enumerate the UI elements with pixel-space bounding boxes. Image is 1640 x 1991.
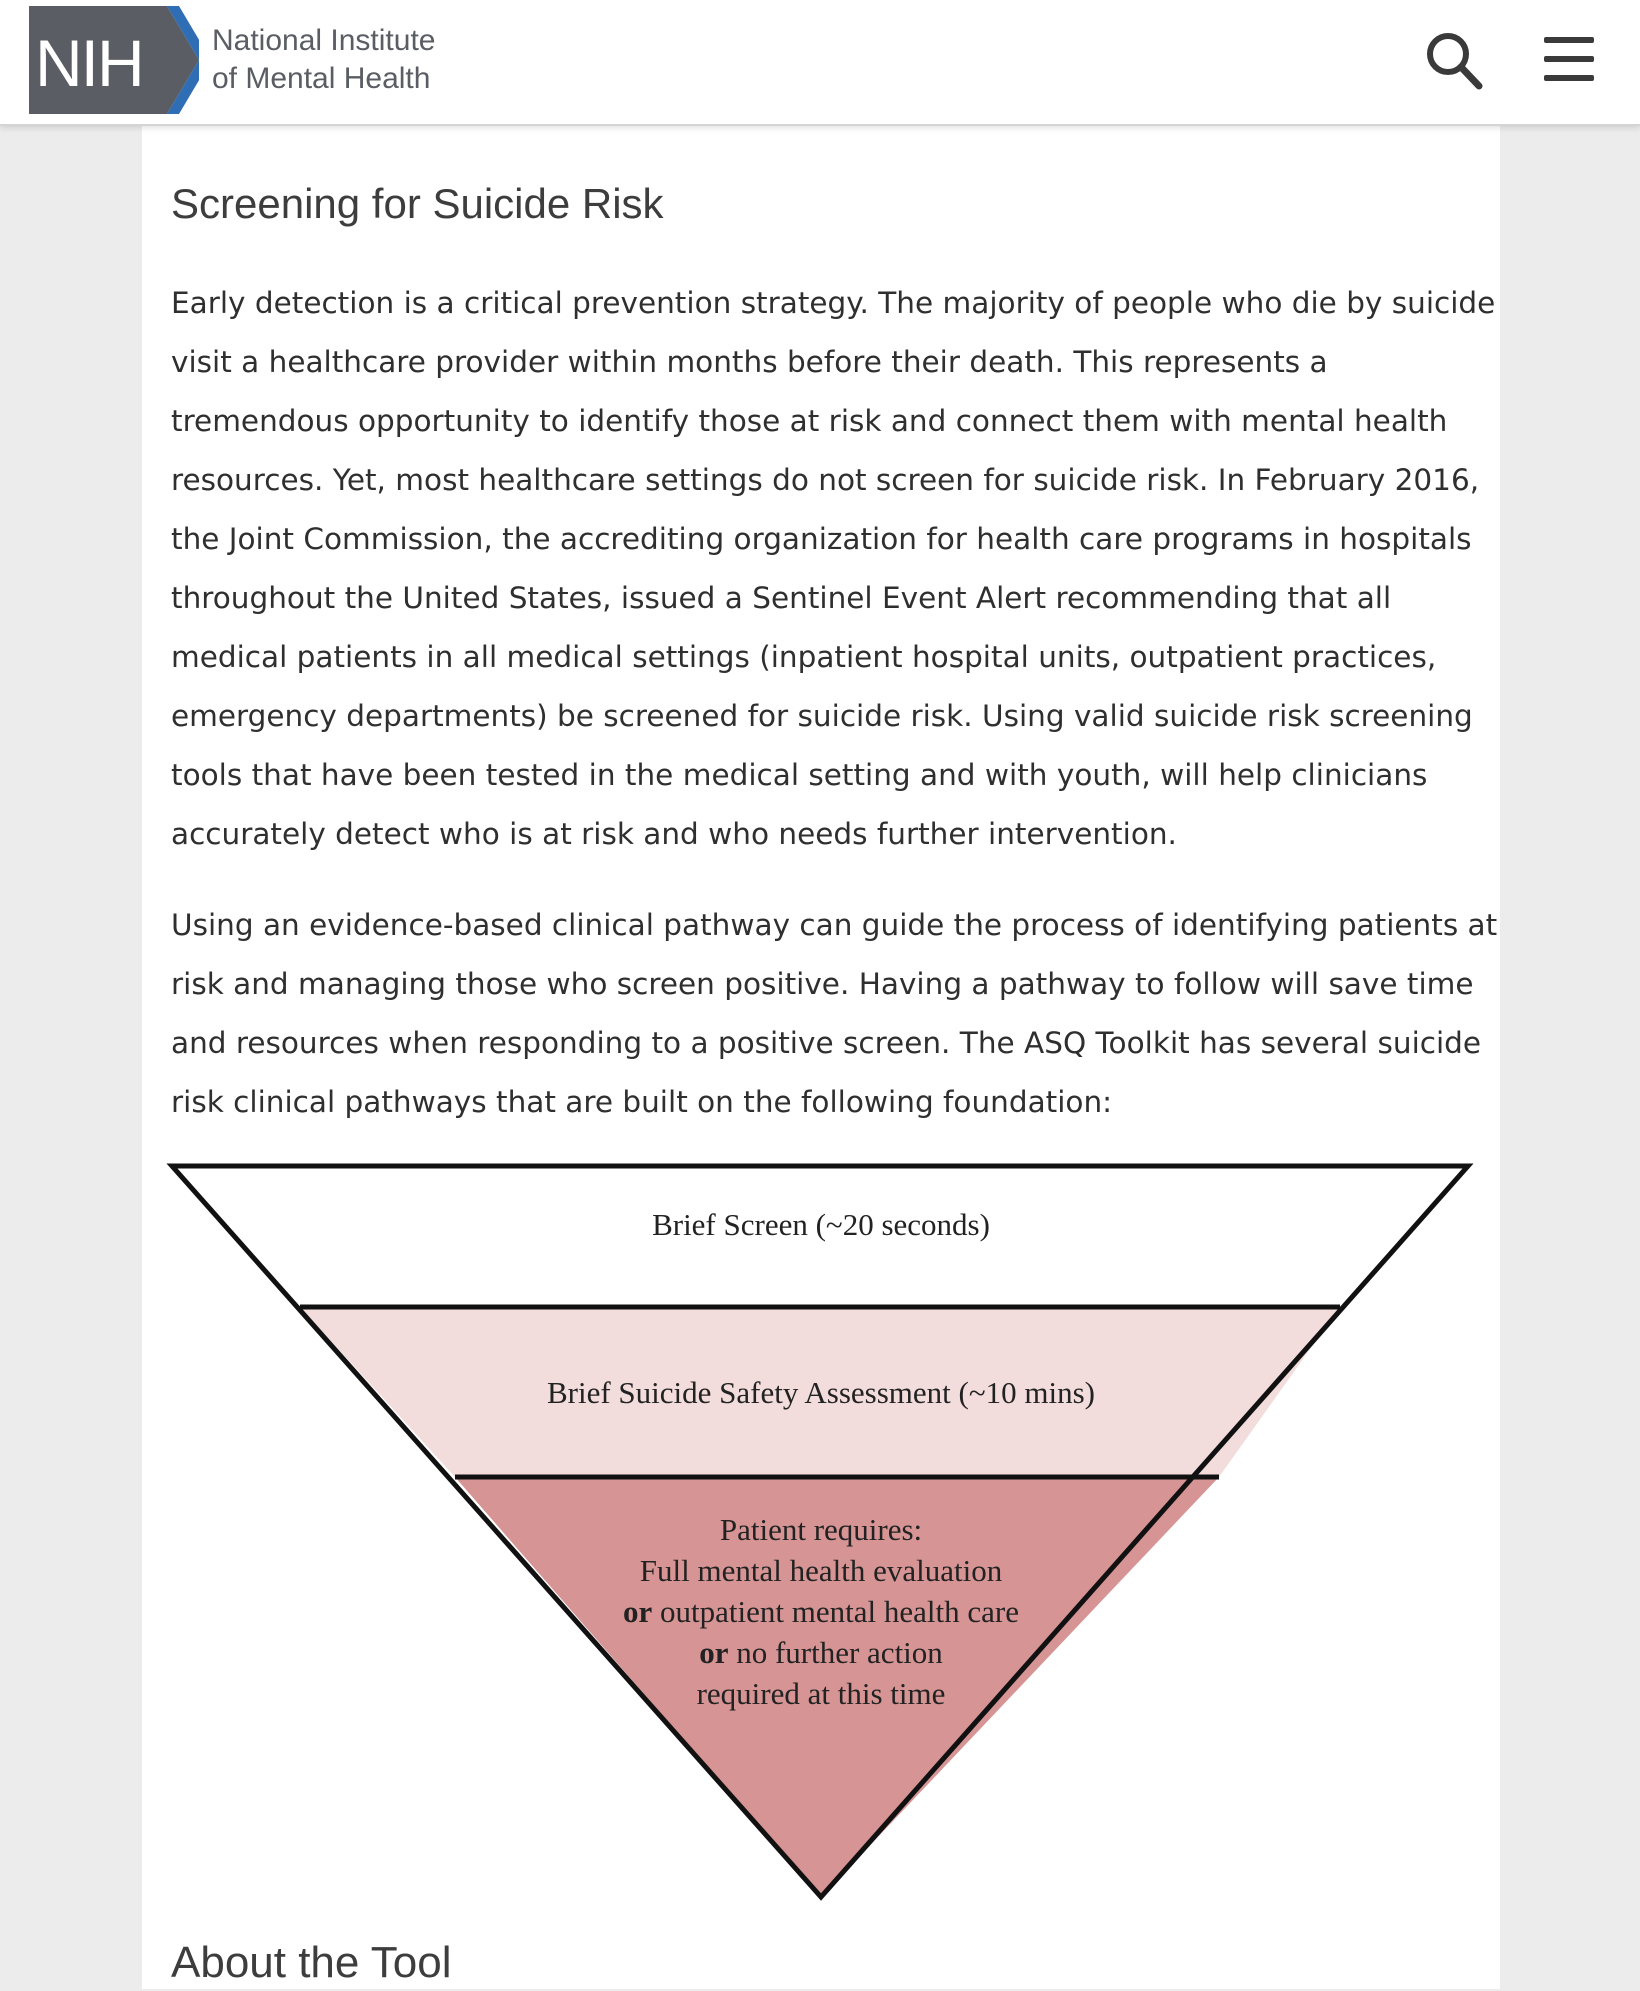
pyramid-label-no-further-action: or no further action [699, 1635, 943, 1670]
section-heading-about-the-tool: About the Tool [171, 1938, 452, 1987]
pyramid-label-safety-assessment: Brief Suicide Safety Assessment (~10 mins) [546, 1375, 1096, 1410]
site-header [0, 0, 1640, 126]
paragraph-1-line: accurately detect who is at risk and who needs further intervention. [171, 817, 1177, 851]
paragraph-1-line: resources. Yet, most healthcare settings do not screen for suicide risk. In February 2016, [171, 463, 1480, 497]
article-paragraph-2 [171, 896, 1498, 1132]
paragraph-1-line: tremendous opportunity to identify those at risk and connect them with mental health [171, 404, 1448, 438]
article-paragraph-1 [171, 274, 1496, 864]
screening-pathway-pyramid [165, 1155, 1475, 1905]
search-icon[interactable] [1424, 30, 1484, 92]
paragraph-1-line: visit a healthcare provider within months before their death. This represents a [171, 345, 1328, 379]
paragraph-1-line: throughout the United States, issued a Sentinel Event Alert recommending that all [171, 581, 1392, 615]
paragraph-1-line: Early detection is a critical prevention strategy. The majority of people who die by suicide [171, 286, 1496, 320]
paragraph-2-line: Using an evidence-based clinical pathway can guide the process of identifying patients at [171, 908, 1498, 942]
paragraph-2-line: risk clinical pathways that are built on the following foundation: [171, 1085, 1113, 1119]
paragraph-1-line: tools that have been tested in the medical setting and with youth, will help clinicians [171, 758, 1428, 792]
pyramid-label-full-evaluation: Full mental health evaluation [639, 1553, 1003, 1588]
institute-name[interactable] [212, 22, 435, 98]
paragraph-1-line: medical patients in all medical settings (inpatient hospital units, outpatient practices, [171, 640, 1437, 674]
page-title: Screening for Suicide Risk [171, 180, 664, 227]
paragraph-2-line: and resources when responding to a positive screen. The ASQ Toolkit has several suicide [171, 1026, 1482, 1060]
hamburger-menu-icon[interactable] [1540, 33, 1598, 85]
pyramid-label-brief-screen: Brief Screen (~20 seconds) [652, 1207, 990, 1242]
nih-logo-abbr: NIH [35, 26, 143, 100]
paragraph-1-line: emergency departments) be screened for suicide risk. Using valid suicide risk screening [171, 699, 1473, 733]
institute-name-line1: National Institute [212, 24, 436, 57]
nih-logo[interactable] [29, 6, 199, 114]
paragraph-2-line: risk and managing those who screen positive. Having a pathway to follow will save time [171, 967, 1474, 1001]
pyramid-label-outpatient-care: or outpatient mental health care [623, 1594, 1019, 1629]
paragraph-1-line: the Joint Commission, the accrediting organization for health care programs in hospitals [171, 522, 1472, 556]
institute-name-line2: of Mental Health [212, 62, 431, 95]
pyramid-label-patient-requires: Patient requires: [719, 1512, 923, 1547]
pyramid-label-required-at-this-time: required at this time [696, 1676, 946, 1711]
